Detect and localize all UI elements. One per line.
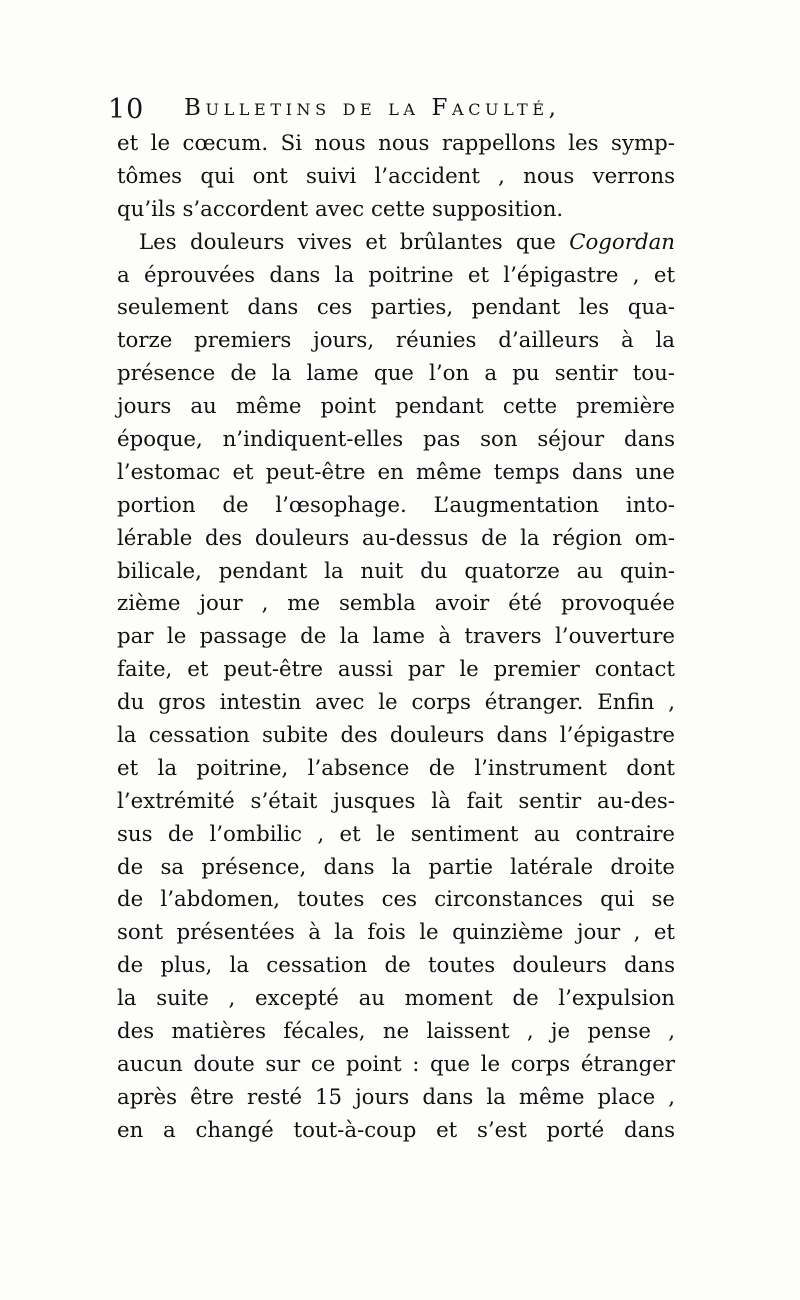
- text-line: portion de l’œsophage. L’augmentation into-: [117, 492, 675, 518]
- text-line: torze premiers jours, réunies d’ailleurs à la: [117, 328, 675, 354]
- text-line: bilicale, pendant la nuit du quatorze au quin-: [117, 558, 675, 584]
- page-header: [108, 92, 698, 130]
- text-line: l’extrémité s’était jusques là fait sentir au-des-: [117, 788, 675, 814]
- text-segment: Les douleurs vives et brûlantes que: [139, 229, 556, 255]
- text-line: [117, 227, 675, 260]
- running-head: Bulletins de la Faculté,: [184, 95, 561, 121]
- text-line: la cessation subite des douleurs dans l’épigastre: [117, 723, 675, 749]
- text-line: époque, n’indiquent-elles pas son séjour dans: [117, 427, 675, 453]
- text-line: en a changé tout-à-coup et s’est porté dans: [117, 1117, 675, 1143]
- text-line: faite, et peut-être aussi par le premier contact: [117, 657, 675, 683]
- text-line: du gros intestin avec le corps étranger. Enfin ,: [117, 690, 675, 716]
- text-line: l’estomac et peut-être en même temps dans une: [117, 459, 675, 485]
- text-line: zième jour , me sembla avoir été provoquée: [117, 591, 675, 617]
- text-line: la suite , excepté au moment de l’expulsion: [117, 986, 675, 1012]
- text-line: qu’ils s’accordent avec cette supposition.: [117, 196, 564, 222]
- text-line: sont présentées à la fois le quinzième jour , et: [117, 920, 675, 946]
- text-line: lérable des douleurs au-dessus de la région om-: [117, 525, 675, 551]
- text-line: et le cœcum. Si nous nous rappellons les symp-: [117, 131, 675, 156]
- text-line: par le passage de la lame à travers l’ouverture: [117, 624, 675, 650]
- text-line: tômes qui ont suivi l’accident , nous verrons: [117, 163, 675, 189]
- text-line: de l’abdomen, toutes ces circonstances qui se: [117, 887, 675, 913]
- text-line: des matières fécales, ne laissent , je pense ,: [117, 1019, 675, 1045]
- text-line: aucun doute sur ce point : que le corps étranger: [117, 1051, 675, 1077]
- text-line: de sa présence, dans la partie latérale droite: [117, 854, 675, 880]
- body-text: [117, 128, 675, 1148]
- person-name: Cogordan: [569, 229, 675, 255]
- text-line: après être resté 15 jours dans la même place ,: [117, 1084, 675, 1110]
- text-line: sus de l’ombilic , et le sentiment au contraire: [117, 821, 675, 847]
- text-line: et la poitrine, l’absence de l’instrument dont: [117, 755, 675, 781]
- text-line: présence de la lame que l’on a pu sentir tou-: [117, 361, 675, 387]
- text-line: seulement dans ces parties, pendant les qua-: [117, 295, 675, 321]
- text-line: a éprouvées dans la poitrine et l’épigastre , et: [117, 262, 675, 288]
- text-line: de plus, la cessation de toutes douleurs dans: [117, 953, 675, 979]
- text-line: jours au même point pendant cette première: [117, 394, 675, 420]
- page-number: 10: [108, 94, 145, 125]
